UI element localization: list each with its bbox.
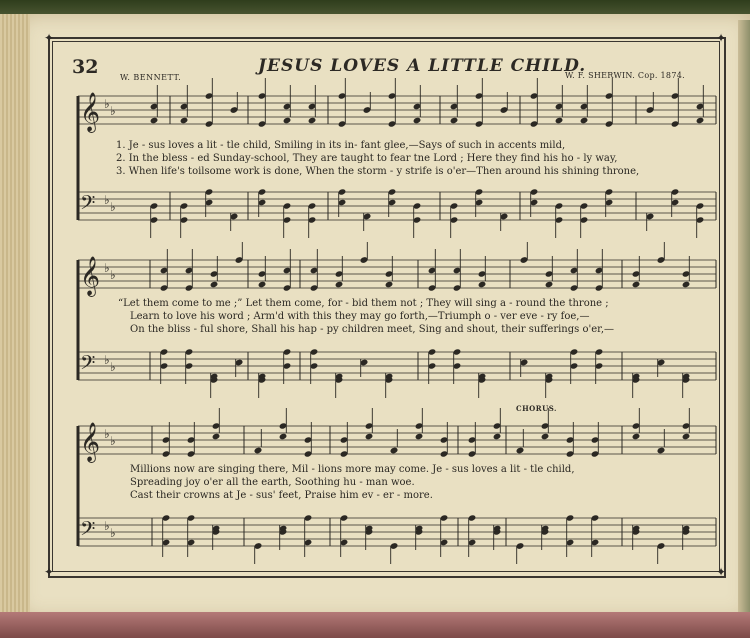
note-head: [258, 281, 267, 288]
note-head: [283, 117, 292, 124]
note-head: [632, 281, 641, 288]
note-head: [180, 117, 189, 124]
lyric-line: On the bliss - ful shore, Shall his hap - py children meet, Sing and shout, their sufferings o'er,—: [130, 324, 615, 335]
note-head: [210, 281, 219, 288]
flat-sign: ♭: [110, 200, 116, 214]
note-head: [555, 117, 564, 124]
treble-clef: 𝄞: [80, 92, 101, 132]
note-head: [212, 433, 221, 440]
note-head: [493, 433, 502, 440]
note-head: [580, 117, 589, 124]
treble-clef: 𝄞: [80, 422, 101, 462]
flat-sign: ♭: [104, 519, 110, 533]
lyricist-credit: W. F. SHERWIN. Cop. 1874.: [565, 71, 685, 80]
flat-sign: ♭: [110, 434, 116, 448]
lyric-line: “Let them come to me ;” Let them come, for - bid them not ; They will sing a - round the throne ;: [118, 298, 609, 309]
note-head: [541, 433, 550, 440]
corner-ornament: ✦: [44, 31, 55, 45]
note-head: [682, 281, 691, 288]
composer-credit: W. BENNETT.: [120, 73, 182, 82]
note-head: [254, 447, 263, 454]
lyric-line: Cast their crowns at Je - sus' feet, Praise him ev - er - more.: [130, 490, 433, 501]
note-head: [335, 281, 344, 288]
bass-clef: 𝄢: [80, 351, 96, 379]
note-head: [308, 117, 317, 124]
lyric-line: Spreading joy o'er all the earth, Soothing hu - man woe.: [130, 477, 415, 488]
note-head: [545, 281, 554, 288]
flat-sign: ♭: [104, 427, 110, 441]
note-head: [478, 281, 487, 288]
note-head: [450, 117, 459, 124]
flat-sign: ♭: [104, 193, 110, 207]
flat-sign: ♭: [110, 360, 116, 374]
hymn-title: JESUS LOVES A LITTLE CHILD.: [258, 56, 587, 76]
lyric-line: 1. Je - sus loves a lit - tle child, Smiling in its in- fant glee,—Says of such in accents mild,: [116, 140, 566, 151]
note-head: [682, 433, 691, 440]
note-head: [390, 447, 399, 454]
page-number: 32: [72, 56, 99, 78]
note-head: [415, 433, 424, 440]
flat-sign: ♭: [110, 104, 116, 118]
note-head: [516, 447, 525, 454]
corner-ornament: ✦: [716, 31, 727, 45]
chorus-label: CHORUS.: [516, 404, 557, 413]
note-head: [696, 117, 705, 124]
note-head: [365, 433, 374, 440]
flat-sign: ♭: [104, 97, 110, 111]
note-head: [657, 447, 666, 454]
note-head: [150, 117, 159, 124]
lyric-line: Learn to love his word ; Arm'd with this they may go forth,—Triumph o - ver eve - ry foe,—: [130, 311, 590, 322]
note-head: [632, 433, 641, 440]
flat-sign: ♭: [104, 261, 110, 275]
corner-ornament: ✦: [44, 565, 55, 579]
lyric-line: 3. When life's toilsome work is done, When the storm - y strife is o'er—Then around his shining throne,: [116, 166, 640, 177]
lyric-line: Millions now are singing there, Mil - lions more may come. Je - sus loves a lit - tle child,: [130, 464, 575, 475]
flat-sign: ♭: [110, 526, 116, 540]
flat-sign: ♭: [104, 353, 110, 367]
corner-ornament: ✦: [716, 565, 727, 579]
flat-sign: ♭: [110, 268, 116, 282]
note-head: [279, 433, 288, 440]
note-head: [385, 281, 394, 288]
bass-clef: 𝄢: [80, 517, 96, 545]
lyric-line: 2. In the bless - ed Sunday-school, They are taught to fear tne Lord ; Here they find his ho - ly way,: [116, 153, 618, 164]
treble-clef: 𝄞: [80, 256, 101, 296]
bass-clef: 𝄢: [80, 191, 96, 219]
note-head: [413, 117, 422, 124]
